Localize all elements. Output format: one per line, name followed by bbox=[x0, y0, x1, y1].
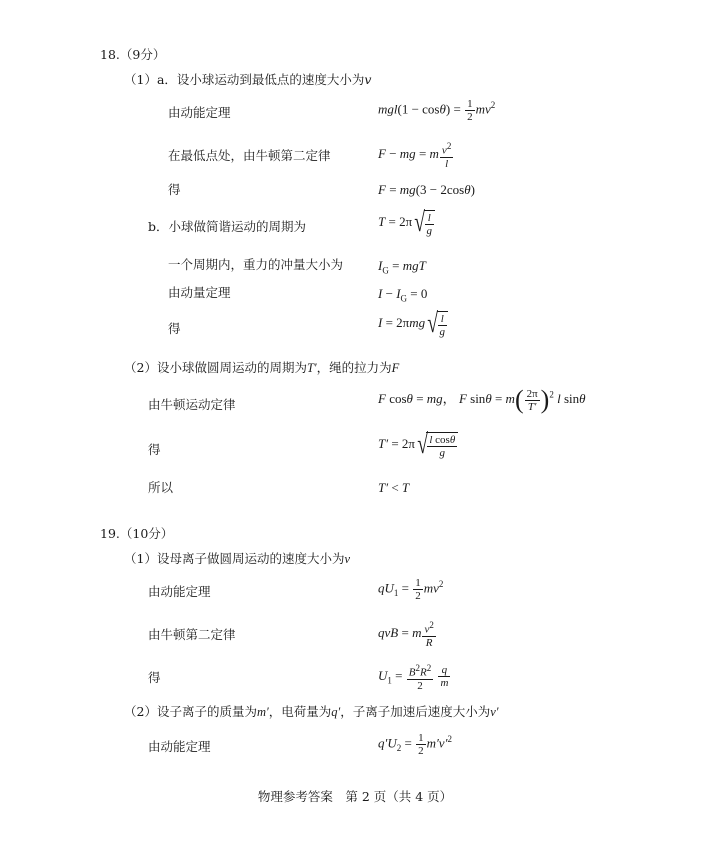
q18-line-newton-lowest: 在最低点处，由牛顿第二定律 bbox=[168, 148, 331, 163]
q18-eq-force: F = mg(3 − 2cosθ) bbox=[378, 182, 475, 197]
q18-eq-impulse: I = 2πmg√ $\frac{l}{g}$ bbox=[378, 309, 448, 339]
q18-line-get2: 得 bbox=[168, 321, 181, 336]
q18-eq-momentum: $I - I_G = 0$ bbox=[378, 286, 428, 304]
q18-eq-impulse-g: $I_G$ = mgT bbox=[378, 258, 426, 276]
q18-eq-period: T = 2π√ $\frac{l}{g}$ bbox=[378, 208, 435, 238]
q18-line-get3: 得 bbox=[148, 442, 161, 457]
q18-part2-title: （2）设小球做圆周运动的周期为T′，绳的拉力为F bbox=[124, 360, 400, 375]
q18-line-kinetic-theorem: 由动能定理 bbox=[168, 105, 231, 120]
q18-part1b-title: b．小球做简谐运动的周期为 bbox=[148, 219, 307, 234]
q19-eq-energy: $qU_1$ = $\frac{1}{2}$ $mv^2$ bbox=[378, 576, 444, 602]
q18-header: 18.（9分） bbox=[100, 47, 166, 62]
q18-line-momentum-theorem: 由动量定理 bbox=[168, 285, 231, 300]
q19-header: 19.（10分） bbox=[100, 526, 174, 541]
q18-line-newton-motion: 由牛顿运动定律 bbox=[148, 397, 236, 412]
q18-part1a-title: （1）a．设小球运动到最低点的速度大小为v bbox=[124, 72, 372, 87]
q19-line-newton: 由牛顿第二定律 bbox=[148, 627, 236, 642]
page-footer: 物理参考答案 第 2 页（共 4 页） bbox=[257, 789, 453, 804]
q19-line-kinetic-theorem: 由动能定理 bbox=[148, 584, 211, 599]
q19-eq-energy-2: $q'U_2$ = $\frac{1}{2}$ $m'v'^2$ bbox=[378, 731, 452, 757]
q18-line-gravity-impulse: 一个周期内，重力的冲量大小为 bbox=[168, 257, 344, 272]
q18-eq-circular: F cosθ = mg， F sinθ = m( $\frac{2\pi}{T'}$ )$^2$ l sinθ bbox=[378, 385, 586, 414]
q19-part1-title: （1）设母离子做圆周运动的速度大小为v bbox=[124, 551, 351, 566]
q18-eq-period-circ: T′ = 2π√ $\frac{\text{l cosθ}}{g}$ bbox=[378, 430, 458, 460]
q19-eq-voltage: $U_1$ = $\frac{B^2R^2}{2}$ $\frac{q}{m}$ bbox=[378, 663, 449, 692]
q19-line-kinetic-theorem-2: 由动能定理 bbox=[148, 739, 211, 754]
q19-part2-title: （2）设子离子的质量为m′，电荷量为q′，子离子加速后速度大小为v′ bbox=[124, 704, 499, 719]
q19-eq-newton: qvB = m $\frac{v^2}{R}$ bbox=[378, 620, 434, 649]
q18-eq-compare: T′ < T bbox=[378, 480, 410, 495]
q18-line-get1: 得 bbox=[168, 182, 181, 197]
q18-line-therefore: 所以 bbox=[148, 480, 174, 495]
q19-line-get: 得 bbox=[148, 670, 161, 685]
q18-eq-newton: F − mg = m $\frac{v^2}{l}$ bbox=[378, 141, 452, 170]
q18-eq-energy: mgl(1 − cosθ) = $\frac{1}{2}$ $mv^2$ bbox=[378, 97, 496, 123]
